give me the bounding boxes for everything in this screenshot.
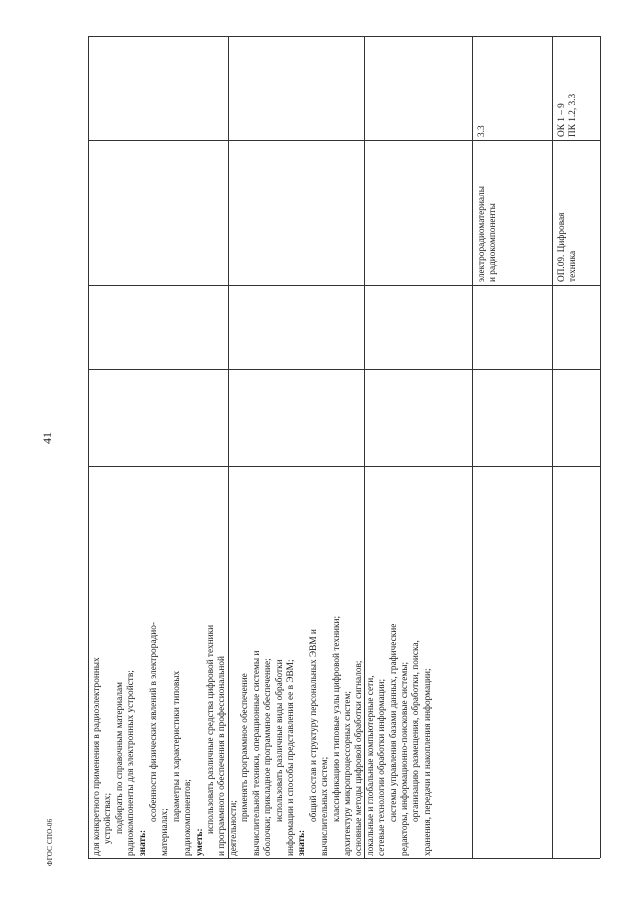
- content-line: и программного обеспечения в профессиональной: [217, 656, 228, 856]
- content-line: основные методы цифровой обработки сигналов;: [354, 660, 365, 856]
- content-line: системы управления базами данных, графические: [388, 623, 399, 822]
- content-line: локальные и глобальные компьютерные сети,: [365, 675, 376, 856]
- content-line: редакторы, информационно-поисковые системы;: [399, 661, 410, 856]
- content-line: для конкретного применения в радиоэлектронных: [92, 657, 102, 856]
- table-row-divider-4: [88, 466, 600, 467]
- content-line: вычислительной техники, операционные системы и: [251, 650, 262, 856]
- discipline-line: электрорадиоматериалы: [477, 185, 487, 282]
- content-line: деятельности;: [228, 800, 239, 856]
- table-row-divider-2: [88, 285, 600, 286]
- hours-cell-1: [477, 47, 488, 137]
- table-row-divider-1: [88, 140, 600, 141]
- discipline-line: ОП.09. Цифровая: [557, 212, 567, 282]
- content-cell: [92, 471, 434, 856]
- document-code: ФГОС СПО-06: [46, 818, 54, 866]
- content-line: материалах;: [160, 808, 171, 856]
- content-line: классификацию и типовые узлы цифровой техники;: [331, 615, 342, 822]
- table-border-top: [88, 36, 600, 37]
- competences-cell-2: [557, 37, 580, 137]
- competence-line: ПК 1.2, 3.3: [568, 93, 579, 137]
- table-border-right: [600, 36, 601, 858]
- content-line: радиокомпоненты для электронных устройств;: [126, 670, 137, 856]
- content-line: хранения, передачи и накопления информации;: [422, 668, 433, 856]
- content-line: радиокомпонентов;: [183, 779, 194, 856]
- content-line: сетевые технологии обработки информации;: [377, 678, 388, 856]
- discipline-line: и радиокомпоненты: [488, 203, 499, 282]
- content-line: использовать различные виды обработки: [274, 659, 285, 822]
- discipline-cell-1: [477, 142, 500, 282]
- content-line: использовать различные средства цифровой техники: [206, 624, 217, 834]
- content-heading: уметь:: [194, 828, 205, 856]
- page-number: 41: [40, 432, 54, 444]
- content-line: вычислительных систем;: [320, 756, 331, 856]
- content-line: параметры и характеристики типовых: [171, 670, 182, 822]
- table-border-left: [88, 36, 89, 858]
- table-border-bottom: [88, 858, 600, 859]
- content-line: организацию размещения, обработки, поиска,: [411, 640, 422, 822]
- content-line: архитектуру микропроцессорных систем;: [342, 691, 353, 856]
- content-heading: знать:: [137, 829, 148, 856]
- discipline-cell-2: [557, 142, 580, 282]
- table-col-divider-4: [552, 36, 553, 858]
- table-row-divider-3: [88, 369, 600, 370]
- discipline-line: техника: [568, 250, 579, 282]
- content-heading: знать:: [297, 829, 308, 856]
- competence-line: ОК 1 – 9: [557, 103, 567, 137]
- content-line: применять программное обеспечение: [240, 673, 251, 822]
- content-line: устройствах;: [103, 792, 114, 844]
- table-col-divider-3: [472, 36, 473, 858]
- content-line: общий состав и структуру персональных ЭВМ и: [308, 629, 319, 822]
- hours-value: 3.3: [477, 125, 487, 137]
- content-line: оболочки; прикладное программное обеспечение;: [263, 658, 274, 856]
- content-line: информации и способы представления ее в ЭВМ;: [285, 659, 296, 856]
- content-line: подбирать по справочным материалам: [114, 682, 125, 834]
- content-line: особенности физических явлений в электрорадио-: [149, 622, 160, 822]
